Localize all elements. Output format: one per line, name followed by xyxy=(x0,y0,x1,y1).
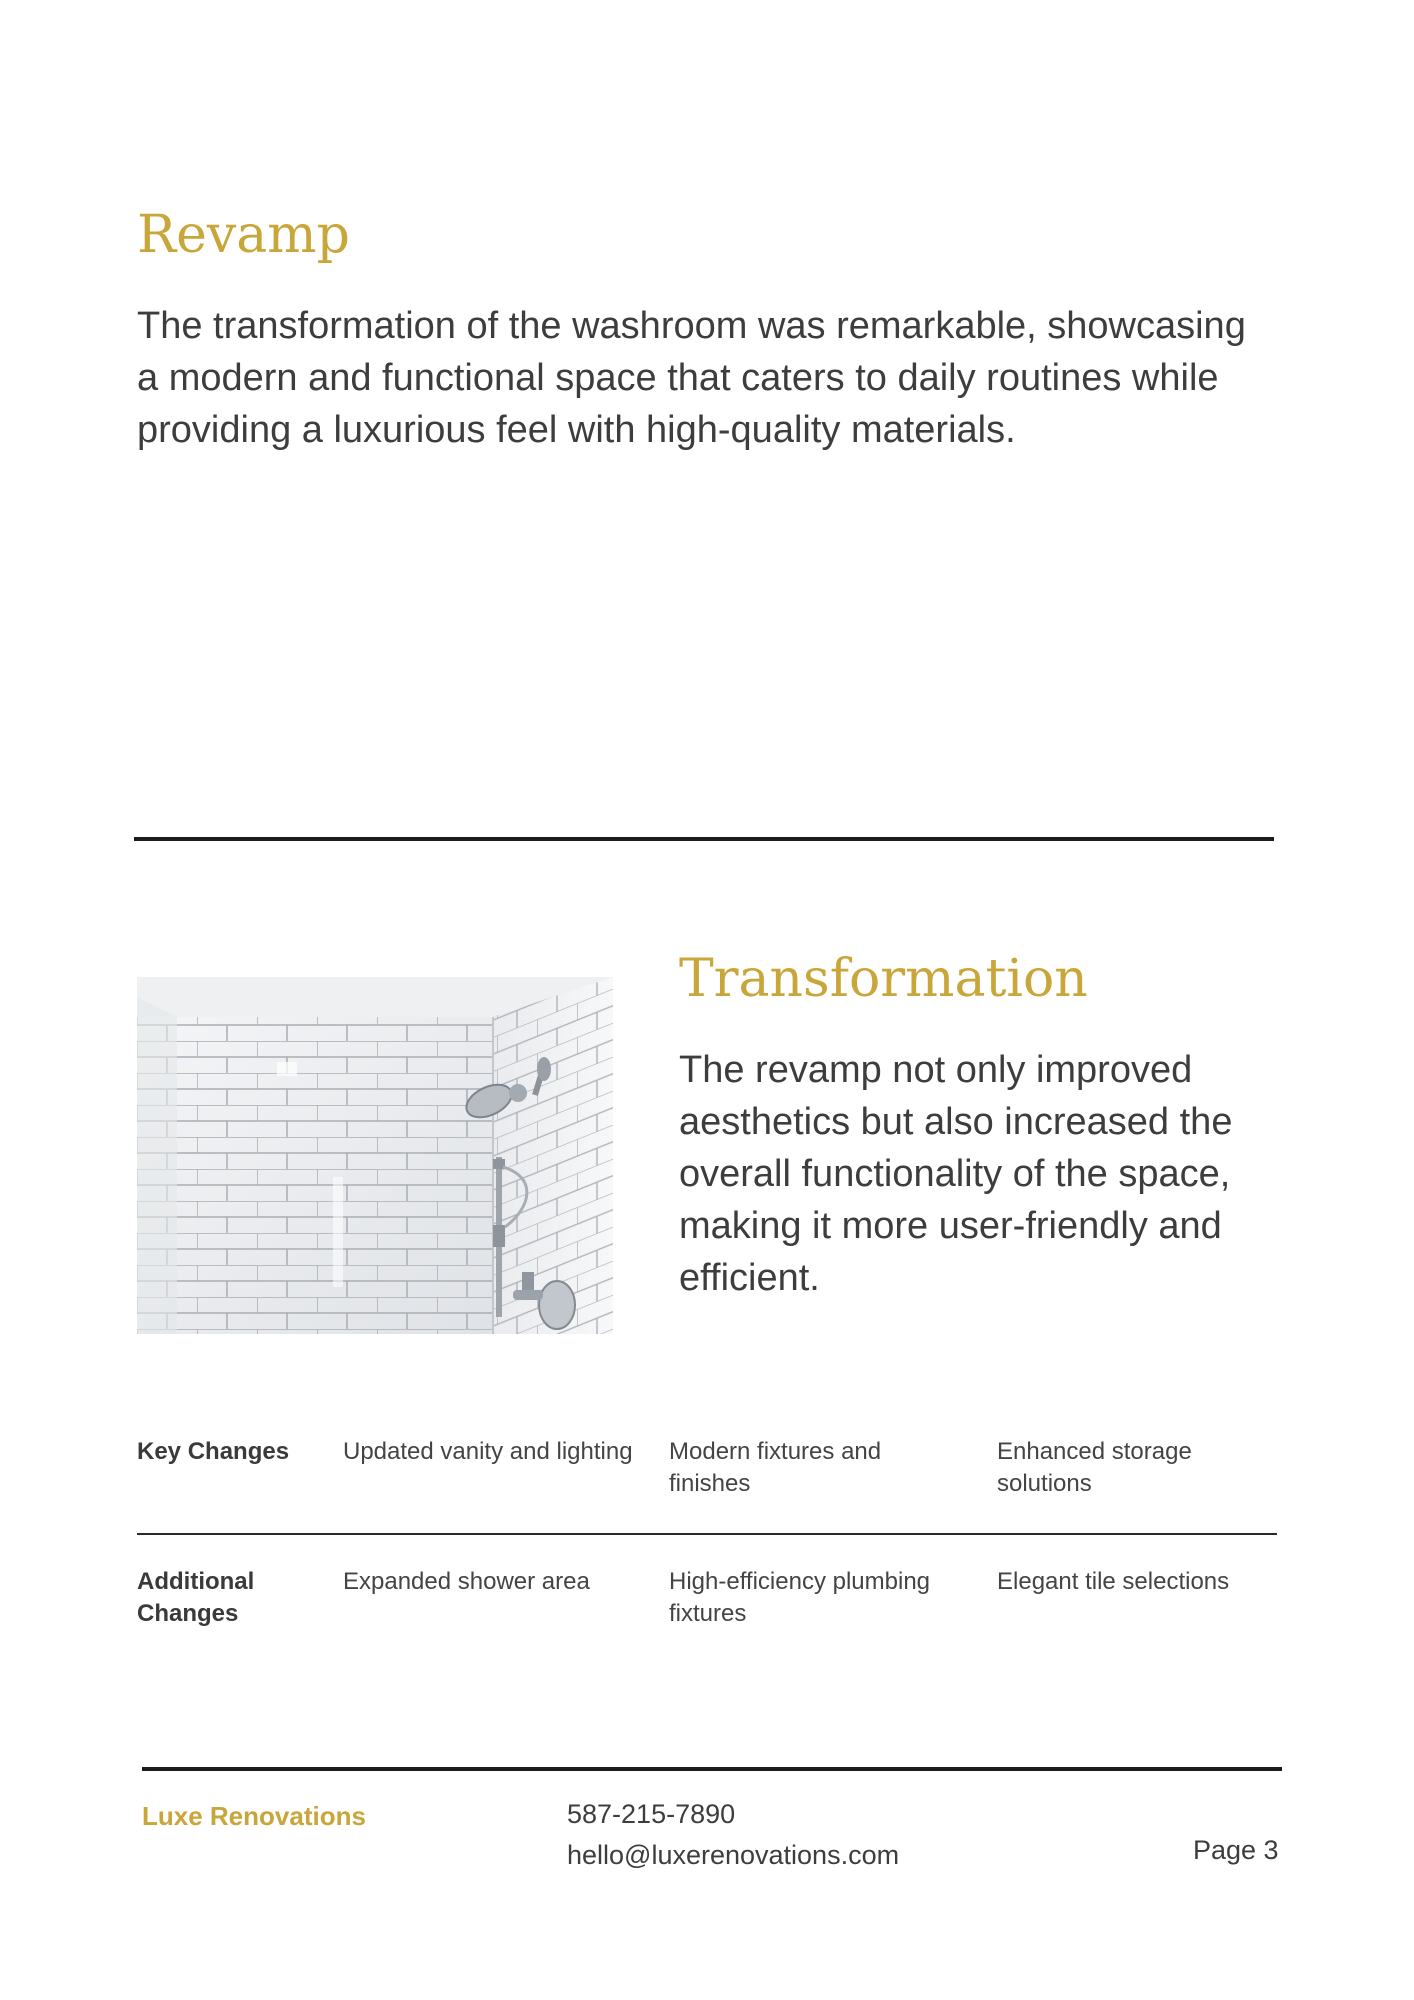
revamp-title: Revamp xyxy=(137,205,350,265)
footer-brand: Luxe Renovations xyxy=(142,1801,366,1831)
footer-phone: 587-215-7890 xyxy=(567,1799,736,1829)
page-number: Page 3 xyxy=(1193,1835,1279,1865)
table-row-label: Key Changes xyxy=(137,1438,290,1465)
transformation-title: Transformation xyxy=(679,949,1088,1009)
shower-photo xyxy=(137,977,613,1334)
footer-divider xyxy=(142,1767,1282,1771)
table-row-divider xyxy=(137,1533,1277,1535)
transformation-text: The revamp not only improved aesthetics but also increased the overall functionality of the space, making it more user-friendly and efficient. xyxy=(679,1049,1233,1299)
table-cell: Enhanced storage solutions xyxy=(997,1438,1192,1497)
table-row-label: Additional Changes xyxy=(137,1568,255,1627)
revamp-text: The transformation of the washroom was remarkable, showcasing a modern and functional space that caters to daily routines while providing a luxurious feel with high-quality materials. xyxy=(137,305,1246,451)
table-cell: Modern fixtures and finishes xyxy=(669,1438,882,1497)
table-cell: Updated vanity and lighting xyxy=(343,1438,633,1465)
table-cell: High-efficiency plumbing fixtures xyxy=(669,1568,931,1627)
footer-email: hello@luxerenovations.com xyxy=(567,1840,900,1870)
table-cell: Expanded shower area xyxy=(343,1568,590,1595)
section-divider xyxy=(134,837,1274,841)
table-cell: Elegant tile selections xyxy=(997,1568,1230,1595)
